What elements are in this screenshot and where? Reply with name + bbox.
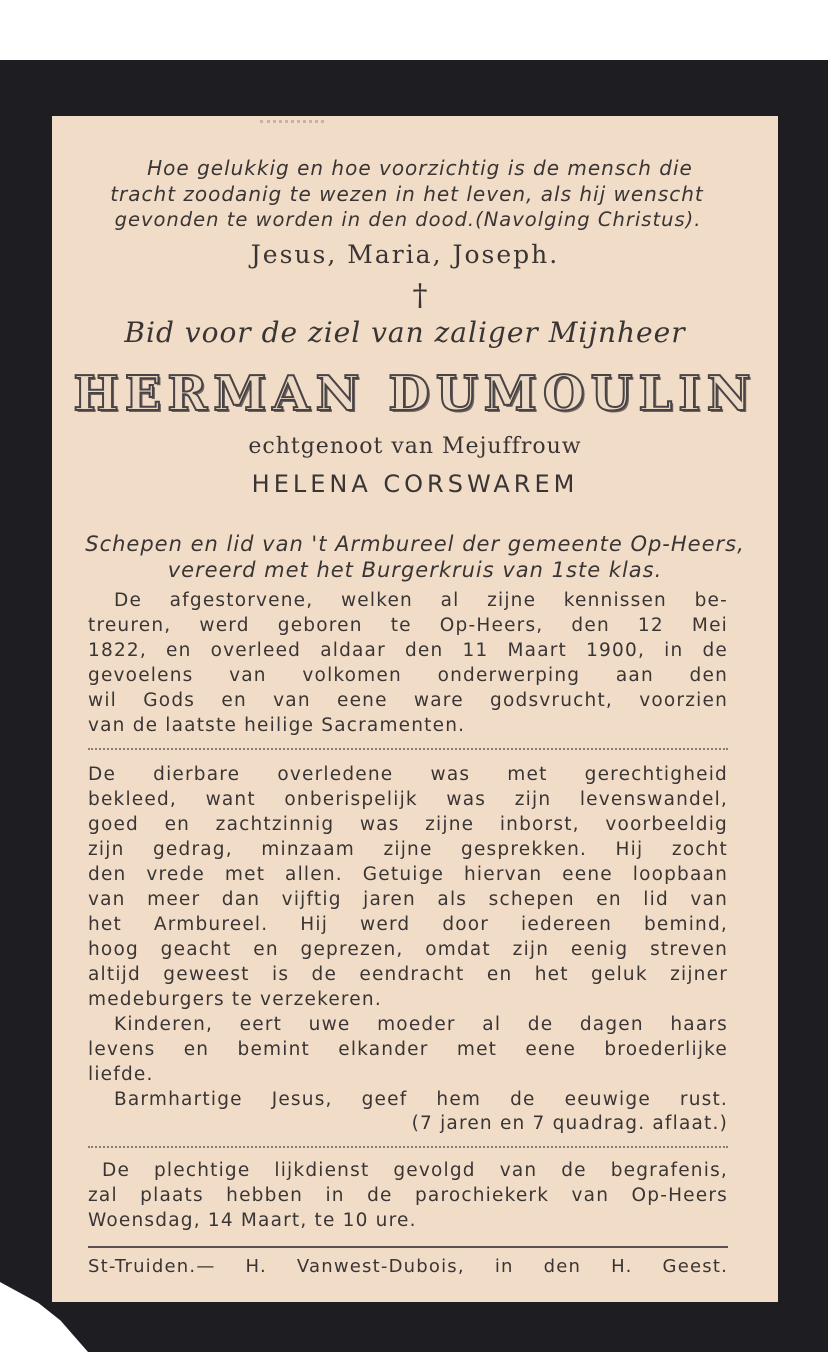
para2-line-9: altijd geweest is de eendracht en het geluk zijner [88,964,728,985]
para1-line-4: gevoelens van volkomen onderwerping aan den [88,665,728,686]
dotted-divider [88,748,728,750]
invocation: Jesus, Maria, Joseph. [250,240,560,269]
cross-icon: † [412,278,428,313]
para1-line-6: van de laatste heilige Sacramenten. [88,715,466,736]
para2-line-1: De dierbare overledene was met gerechtigheid [88,764,728,785]
para3-line-1: Kinderen, eert uwe moeder al de dagen haars [114,1014,728,1035]
funeral-line-2: zal plaats hebben in de parochiekerk van Op-Heers [88,1185,728,1206]
para1-line-5: wil Gods en van eene ware godsvrucht, voorzien [88,690,728,711]
quote-line-2: tracht zoodanig te wezen in het leven, als hij wenscht [110,182,704,206]
para2-line-7: het Armbureel. Hij werd door iedereen bemind, [88,914,728,935]
quote-line-3: gevonden te worden in den dood.(Navolging Christus). [114,208,702,231]
spouse-intro: echtgenoot van Mejuffrouw [248,434,582,459]
title-line-1: Schepen en lid van 't Armbureel der gemeente Op-Heers, [85,532,745,556]
para2-line-8: hoog geacht en geprezen, omdat zijn eenig streven [88,939,728,960]
para1-line-2: treuren, werd geboren te Op-Heers, den 12 Mei [88,615,728,636]
funeral-line-1: De plechtige lijkdienst gevolgd van de begrafenis, [102,1160,728,1181]
memorial-card [52,116,778,1302]
printer-credit: St-Truiden.— H. Vanwest-Dubois, in den H. Geest. [88,1256,728,1277]
para2-line-10: medeburgers te verzekeren. [88,989,382,1010]
quote-line-1: Hoe gelukkig en hoe voorzichtig is de mensch die [147,156,693,180]
para3-line-2: levens en bemint elkander met eene broederlijke [88,1039,728,1060]
para2-line-3: goed en zachtzinnig was zijne inborst, voorbeeldig [88,814,728,835]
para1-line-3: 1822, en overleed aldaar den 11 Maart 1900, in de [88,640,728,661]
deceased-name: HERMAN DUMOULIN [73,366,757,422]
indulgence-note: (7 jaren en 7 quadrag. aflaat.) [411,1113,728,1134]
prayer-intro: Bid voor de ziel van zaliger Mijnheer [124,316,686,349]
para3-line-3: liefde. [88,1064,154,1085]
footer-rule [88,1246,728,1248]
para2-line-4: zijn gedrag, minzaam zijne gesprekken. Hij zocht [88,839,728,860]
decorative-dots [260,120,324,127]
dotted-divider-2 [88,1146,728,1148]
para2-line-2: bekleed, want onberispelijk was zijn levenswandel, [88,789,728,810]
para2-line-6: van meer dan vijftig jaren als schepen en lid van [88,889,728,910]
funeral-line-3: Woensdag, 14 Maart, te 10 ure. [88,1210,417,1231]
title-line-2: vereerd met het Burgerkruis van 1ste klas. [167,558,663,582]
spouse-name: HELENA CORSWAREM [251,470,579,498]
closing-prayer: Barmhartige Jesus, geef hem de eeuwige rust. [114,1089,728,1110]
para2-line-5: den vrede met allen. Getuige hiervan eene loopbaan [88,864,728,885]
para1-line-1: De afgestorvene, welken al zijne kennissen be- [114,590,728,611]
